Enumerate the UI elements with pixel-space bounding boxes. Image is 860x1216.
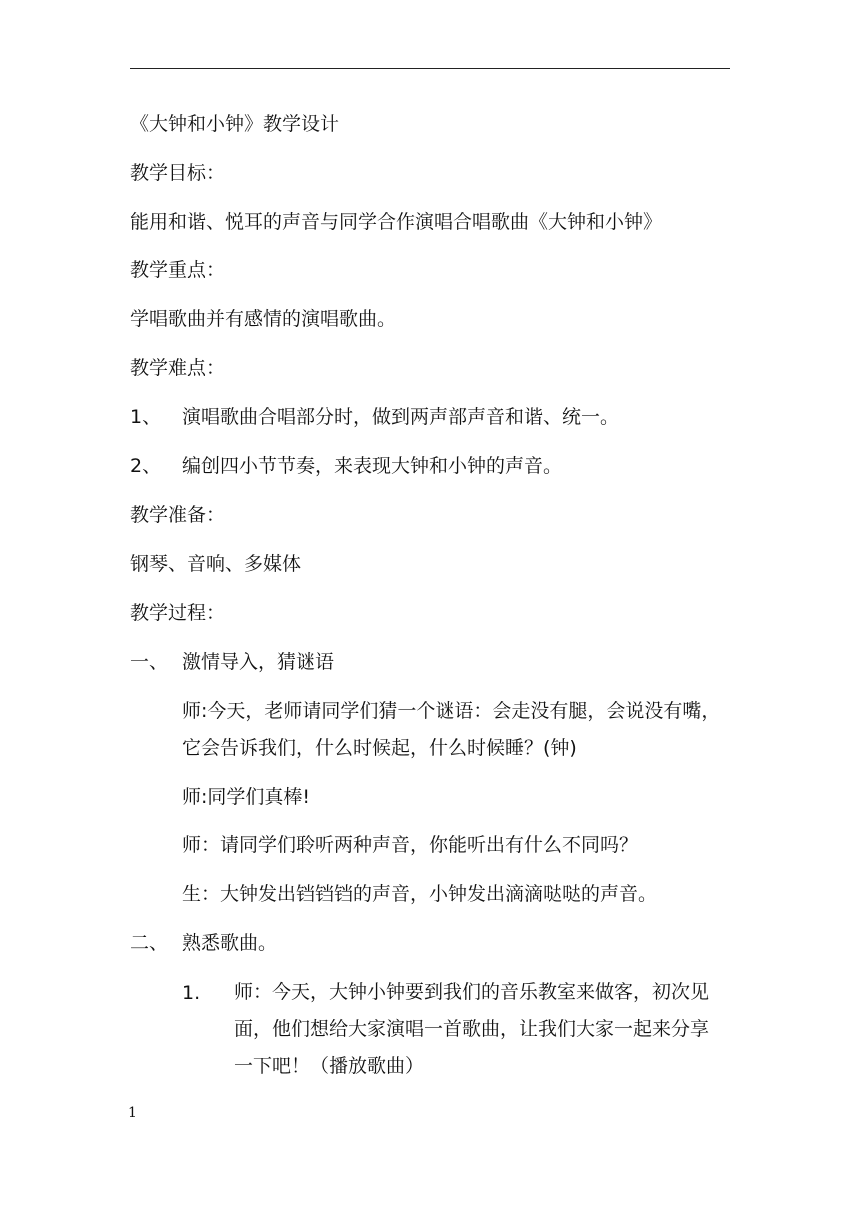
difficulty-2-text: 编创四小节节奏，来表现大钟和小钟的声音。 [182, 455, 563, 477]
key-heading: 教学重点： [130, 259, 226, 281]
difficulty-1-text: 演唱歌曲合唱部分时，做到两声部声音和谐、统一。 [182, 406, 620, 428]
prep-heading: 教学准备： [130, 504, 226, 526]
prep-text: 钢琴、音响、多媒体 [130, 553, 302, 575]
section-1-line-4: 生：大钟发出铛铛铛的声音，小钟发出滴滴哒哒的声音。 [182, 883, 658, 905]
section-1-line-1: 师:今天，老师请同学们猜一个谜语：会走没有腿，会说没有嘴，它会告诉我们，什么时候起，什么时候睡？(钟) [182, 700, 721, 759]
section-2-marker: 二、 [130, 932, 169, 954]
section-2-item-1-marker: 1. [182, 982, 201, 1004]
process-heading: 教学过程： [130, 602, 226, 624]
header-rule [130, 68, 730, 69]
goal-text: 能用和谐、悦耳的声音与同学合作演唱合唱歌曲《大钟和小钟》 [130, 211, 663, 233]
page-number: 1 [128, 1105, 137, 1121]
section-1-line-2: 师:同学们真棒! [182, 786, 311, 808]
section-1-title: 激情导入，猜谜语 [182, 651, 335, 673]
difficulty-2-marker: 2、 [130, 455, 162, 477]
section-1-line-3: 师：请同学们聆听两种声音，你能听出有什么不同吗？ [182, 834, 639, 856]
goal-heading: 教学目标： [130, 162, 226, 184]
section-2-item-1-text: 师：今天，大钟小钟要到我们的音乐教室来做客，初次见面，他们想给大家演唱一首歌曲，让我们大家一起来分享一下吧！（播放歌曲） [234, 981, 710, 1077]
difficulty-1-marker: 1、 [130, 406, 162, 428]
difficulty-heading: 教学难点： [130, 357, 226, 379]
key-text: 学唱歌曲并有感情的演唱歌曲。 [130, 308, 397, 330]
section-1-marker: 一、 [130, 651, 169, 673]
section-2-title: 熟悉歌曲。 [182, 932, 278, 954]
document-title: 《大钟和小钟》教学设计 [130, 113, 340, 135]
